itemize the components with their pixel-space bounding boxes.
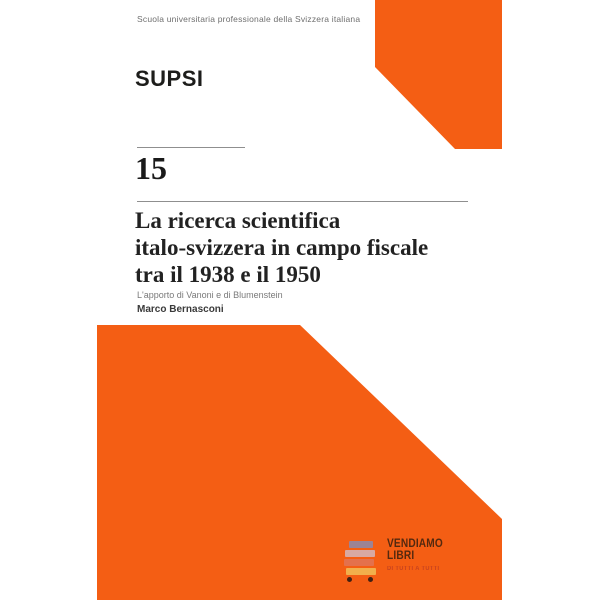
series-divider [137,147,245,148]
supsi-logo: SUPSI [135,66,204,91]
book-title [135,207,485,288]
title-divider [137,201,468,202]
book-bar-icon [346,568,376,575]
institution-name: Scuola universitaria professionale della Svizzera italiana [137,14,361,24]
book-cart-icon [344,538,378,582]
publisher-tagline: DI TUTTI A TUTTI [387,566,440,572]
book-title-line-3: tra il 1938 e il 1950 [135,262,321,287]
publisher-name-line-2: LIBRI [387,550,415,562]
book-bar-icon [345,550,375,557]
author-name: Marco Bernasconi [137,304,224,315]
book-bar-icon [344,559,374,566]
publisher-badge [344,538,451,582]
cart-wheels-icon [347,577,373,582]
series-number: 15 [135,150,167,186]
book-subtitle: L'apporto di Vanoni e di Blumenstein [137,290,283,300]
wheel-icon [347,577,352,582]
book-title-line-2: italo-svizzera in campo fiscale [135,235,429,260]
book-title-line-1: La ricerca scientifica [135,208,341,233]
book-bar-icon [349,541,373,548]
publisher-name-line-1: VENDIAMO [387,538,443,550]
publisher-text [387,538,451,572]
wheel-icon [368,577,373,582]
orange-corner-shape [375,0,502,149]
